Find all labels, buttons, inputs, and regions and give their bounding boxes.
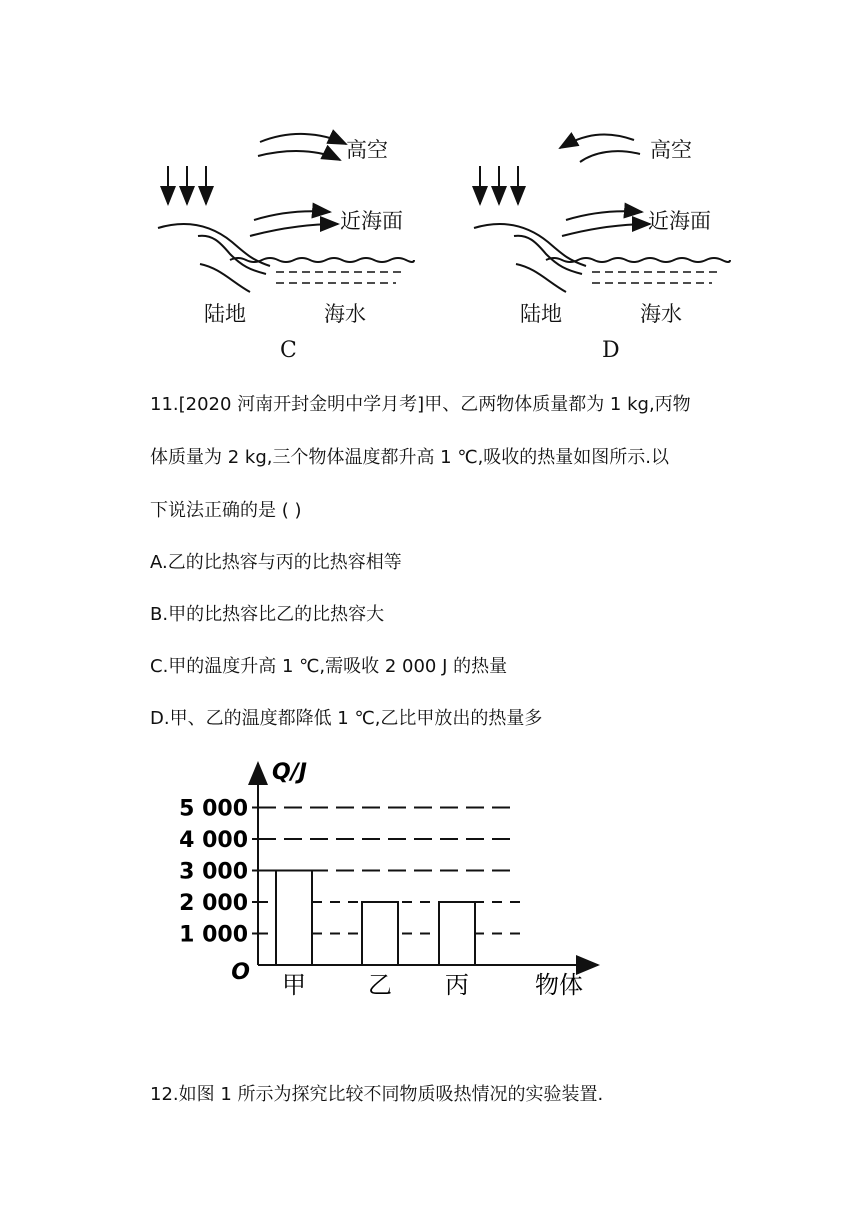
option-c: C.甲的温度升高 1 ℃,需吸收 2 000 J 的热量: [150, 656, 508, 677]
origin-label: O: [231, 960, 250, 985]
y-tick-label: 2 000: [179, 891, 248, 916]
land-label: 陆地: [204, 302, 246, 326]
sea-label: 海水: [640, 302, 682, 326]
bar: [439, 902, 475, 965]
bar: [276, 871, 312, 966]
y-axis-label: Q/J: [272, 760, 307, 785]
y-tick-label: 3 000: [179, 859, 248, 885]
high-altitude-label: 高空: [650, 138, 692, 162]
option-d: D.甲、乙的温度都降低 1 ℃,乙比甲放出的热量多: [150, 708, 543, 729]
option-b: B.甲的比热容比乙的比热容大: [150, 604, 385, 625]
diagram-d: [466, 120, 746, 370]
figure-label: D: [602, 338, 620, 363]
high-altitude-arrow: [260, 134, 346, 144]
coastline: [158, 224, 270, 266]
y-tick-label: 1 000: [179, 922, 248, 948]
option-a: A.乙的比热容与丙的比热容相等: [150, 552, 402, 573]
sea-surface-arrow: [250, 224, 338, 236]
coastline: [200, 264, 250, 292]
diagram-c: [150, 120, 430, 370]
sea-surface-arrow: [562, 224, 650, 236]
sea-surface-arrow: [566, 211, 642, 220]
high-altitude-arrow: [258, 151, 340, 160]
sea-surface-label: 近海面: [648, 209, 711, 233]
high-altitude-label: 高空: [346, 138, 388, 162]
x-axis-label: 物体: [535, 971, 583, 999]
x-tick-label: 丙: [445, 971, 469, 999]
bar: [362, 902, 398, 965]
coastline: [474, 224, 586, 266]
land-label: 陆地: [520, 302, 562, 326]
figure-label: C: [280, 338, 297, 363]
sea-surface-arrow: [254, 211, 330, 220]
high-altitude-arrow: [580, 151, 640, 162]
sea-label: 海水: [324, 302, 366, 326]
coastline: [516, 264, 566, 292]
x-tick-label: 甲: [282, 971, 306, 999]
high-altitude-arrow: [560, 134, 634, 148]
x-tick-label: 乙: [368, 971, 392, 999]
y-tick-label: 5 000: [179, 796, 248, 822]
y-tick-label: 4 000: [179, 828, 248, 853]
question-12-line-1: 12.如图 1 所示为探究比较不同物质吸热情况的实验装置.: [150, 1084, 604, 1105]
sea-surface-label: 近海面: [340, 209, 403, 233]
question-11-line-1: 11.[2020 河南开封金明中学月考]甲、乙两物体质量都为 1 kg,丙物: [150, 394, 691, 415]
heat-bar-chart: [150, 755, 610, 1005]
question-11-line-2: 体质量为 2 kg,三个物体温度都升高 1 ℃,吸收的热量如图所示.以: [150, 447, 670, 468]
question-11-line-3: 下说法正确的是 ( ): [150, 500, 302, 521]
